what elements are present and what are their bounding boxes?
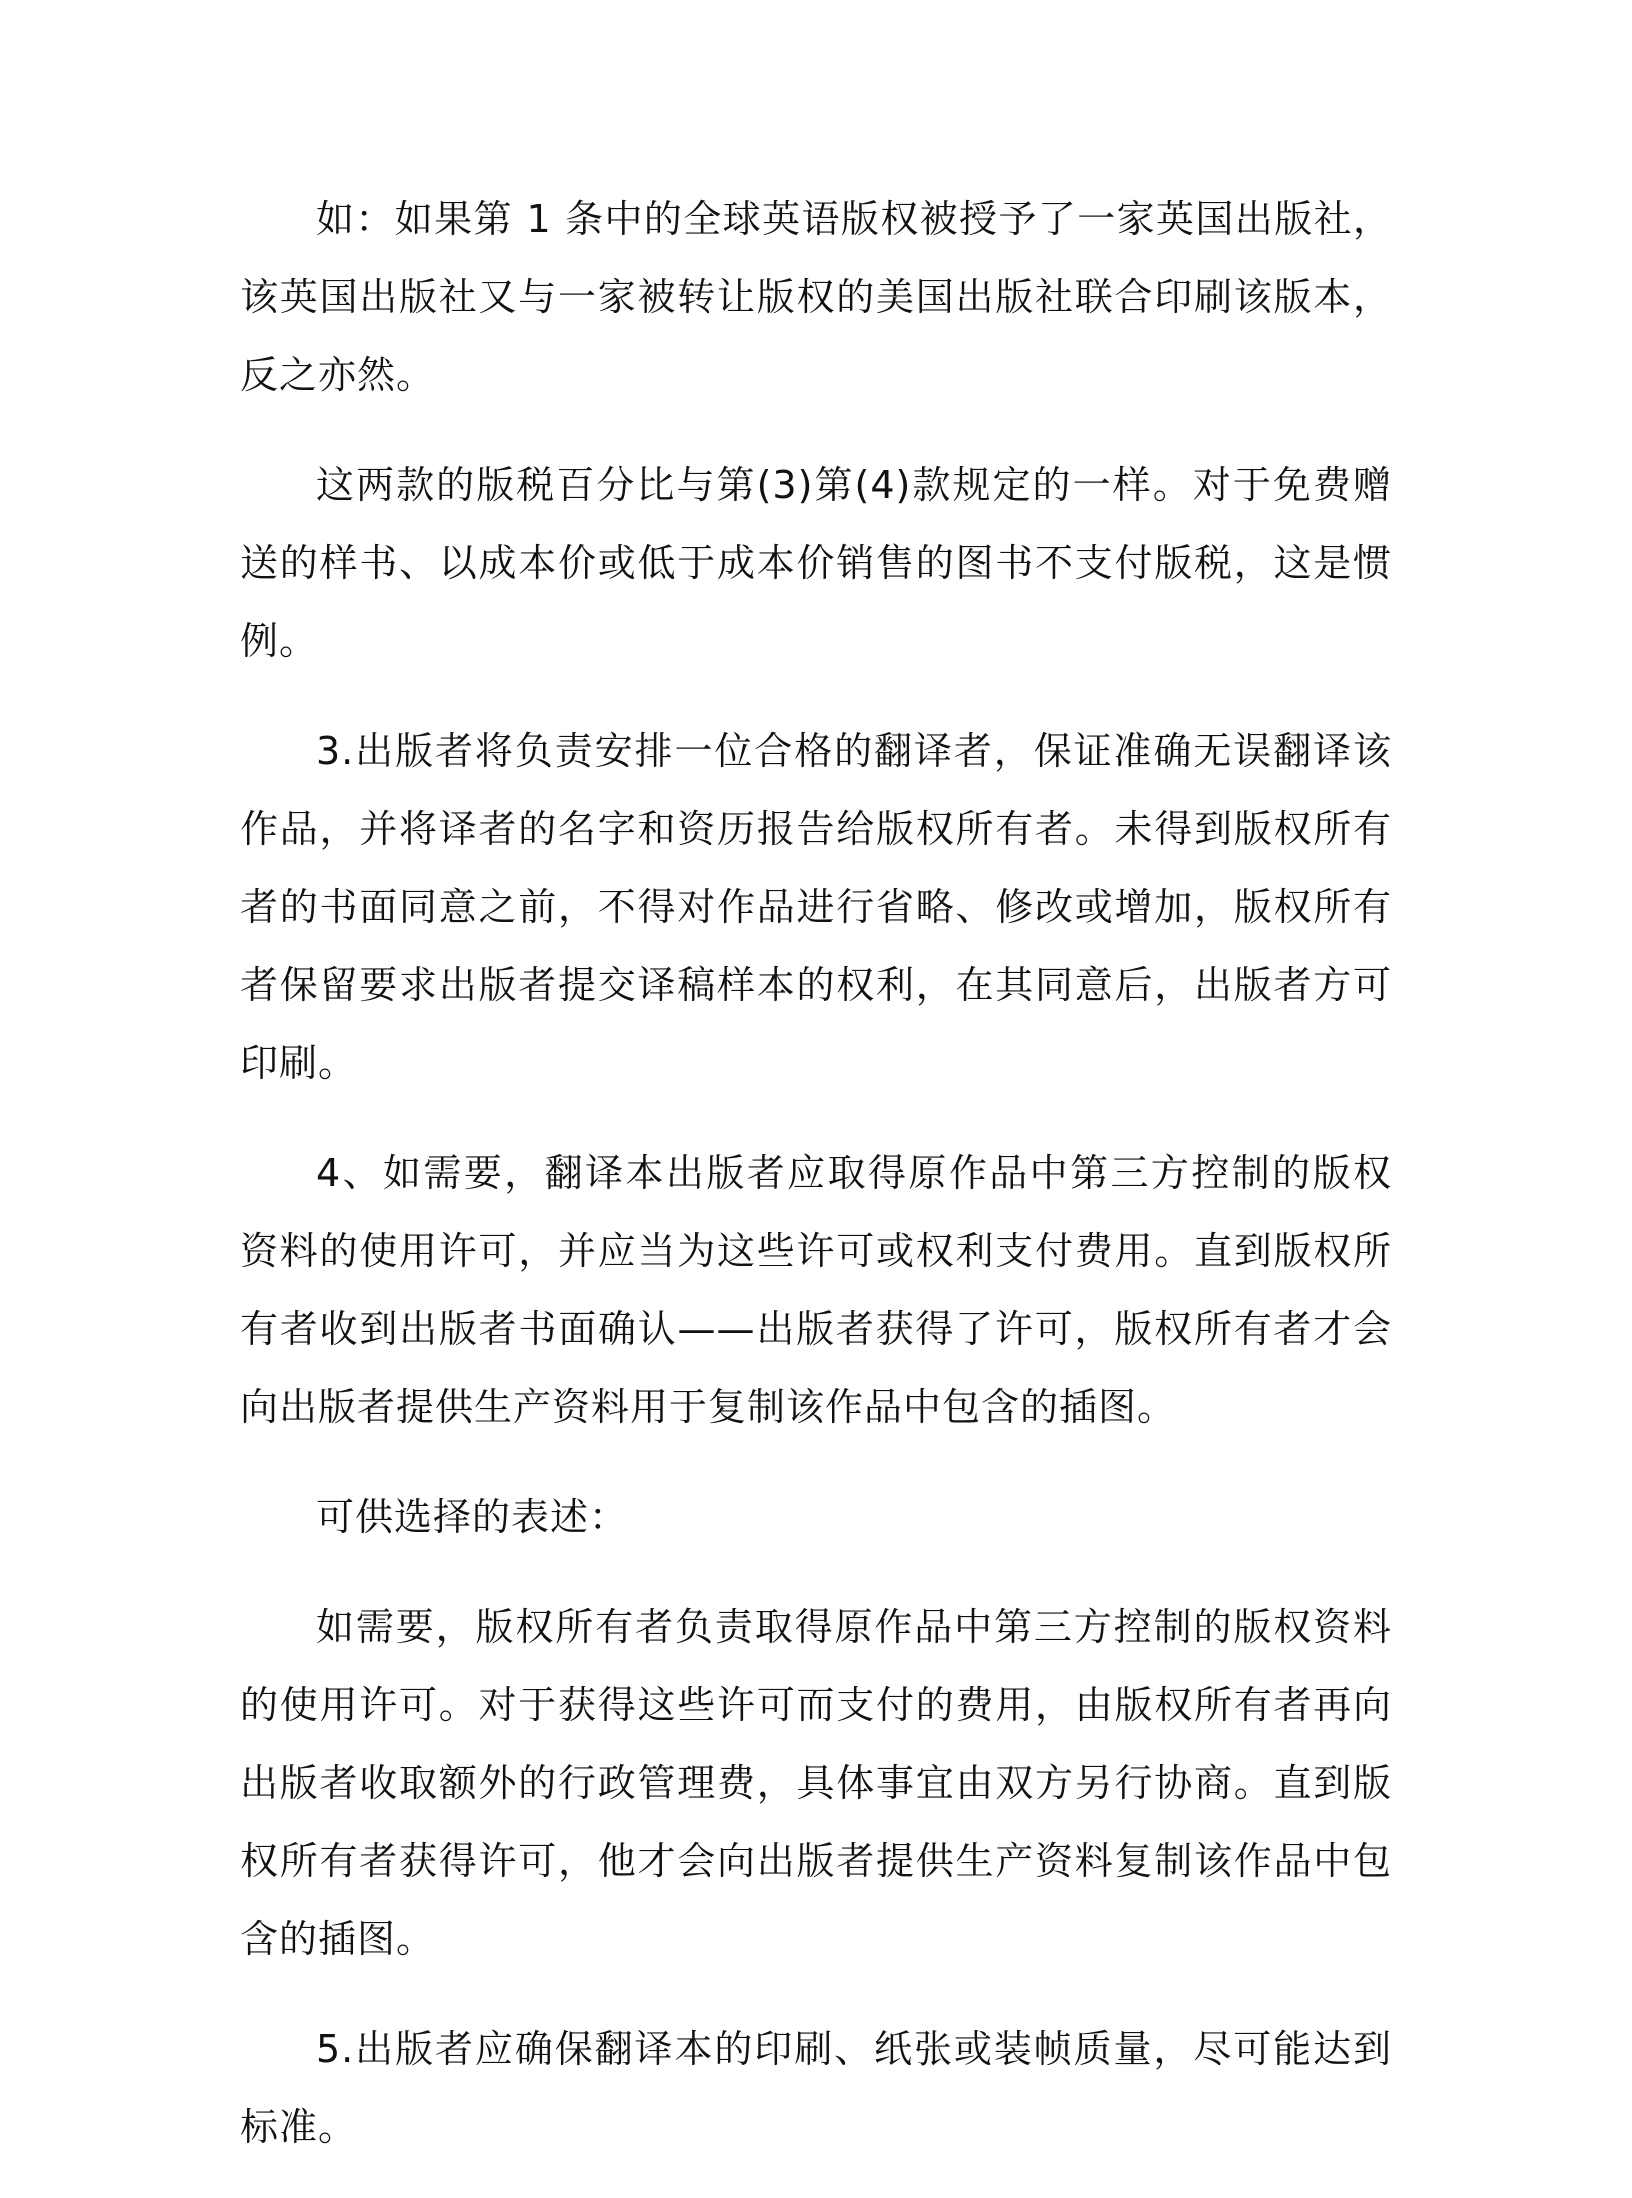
paragraph-alternative-text: 如需要，版权所有者负责取得原作品中第三方控制的版权资料的使用许可。对于获得这些许可而支付的费用，由版权所有者再向出版者收取额外的行政管理费，具体事宜由双方另行协商。直到版权所有者获得许可，他才会向出版者提供生产资料复制该作品中包含的插图。	[240, 1605, 1392, 1961]
paragraph-alternative-heading: 可供选择的表述：	[316, 1495, 629, 1539]
paragraph-royalty: 这两款的版税百分比与第(3)第(4)款规定的一样。对于免费赠送的样书、以成本价或低于成本价销售的图书不支付版税，这是惯例。	[240, 463, 1392, 663]
paragraph-clause-3: 3.出版者将负责安排一位合格的翻译者，保证准确无误翻译该作品，并将译者的名字和资历报告给版权所有者。未得到版权所有者的书面同意之前，不得对作品进行省略、修改或增加，版权所有者保留要求出版者提交译稿样本的权利，在其同意后，出版者方可印刷。	[240, 729, 1392, 1085]
paragraph-clause-4: 4、如需要，翻译本出版者应取得原作品中第三方控制的版权资料的使用许可，并应当为这些许可或权利支付费用。直到版权所有者收到出版者书面确认——出版者获得了许可，版权所有者才会向出版者提供生产资料用于复制该作品中包含的插图。	[240, 1151, 1392, 1429]
paragraph-clause-5: 5.出版者应确保翻译本的印刷、纸张或装帧质量，尽可能达到标准。	[240, 2027, 1392, 2149]
paragraph-example: 如：如果第 1 条中的全球英语版权被授予了一家英国出版社，该英国出版社又与一家被转让版权的美国出版社联合印刷该版本，反之亦然。	[240, 197, 1392, 397]
document-body	[240, 180, 1392, 2198]
